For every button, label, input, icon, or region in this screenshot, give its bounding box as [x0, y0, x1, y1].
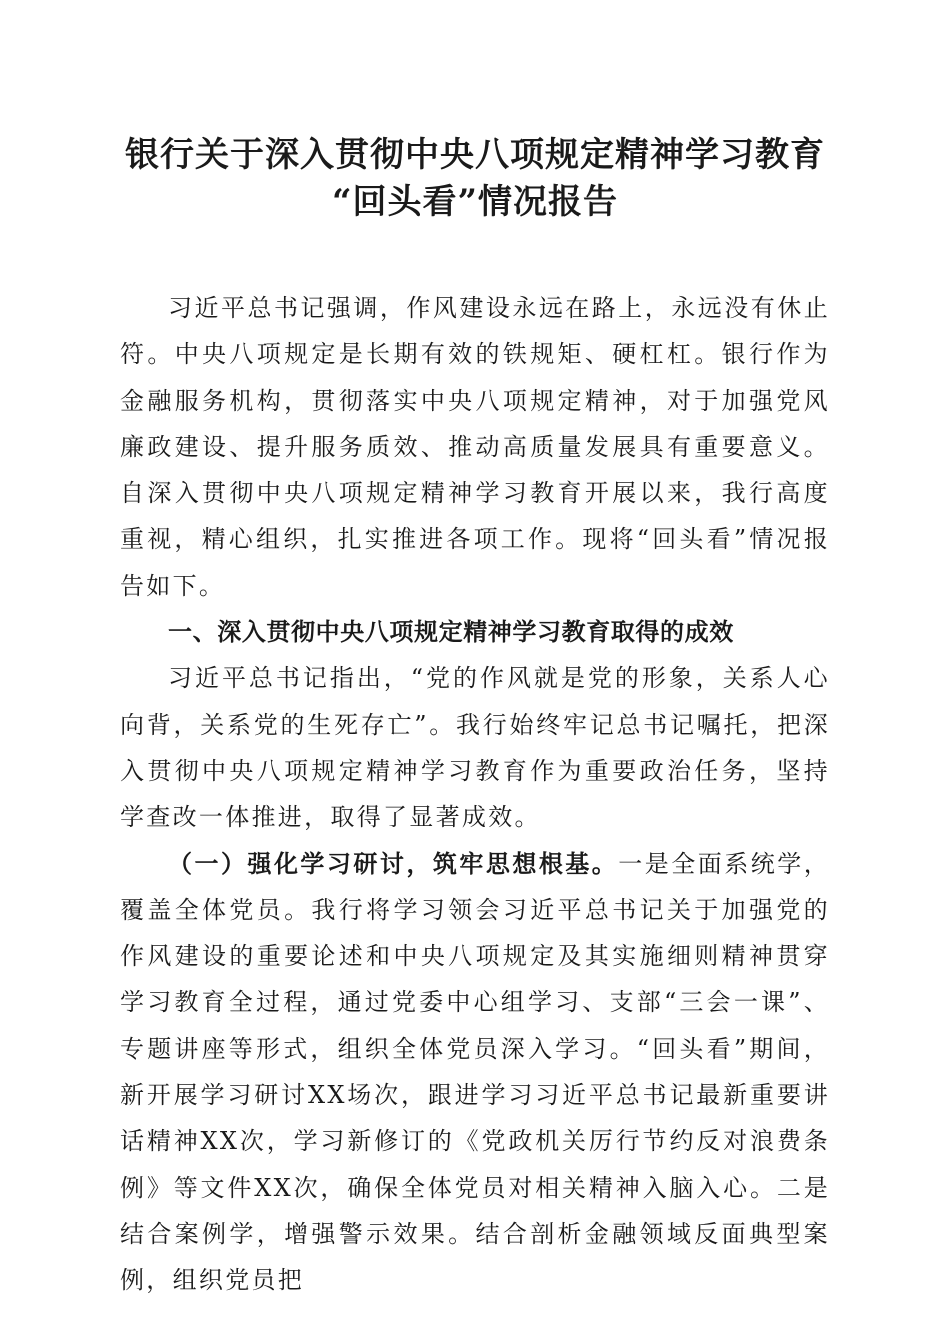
- section-heading-1: 一、深入贯彻中央八项规定精神学习教育取得的成效: [168, 618, 734, 647]
- title-line-1: 银行关于深入贯彻中央八项规定精神学习教育: [125, 135, 825, 175]
- intro-paragraph: 习近平总书记强调，作风建设永远在路上，永远没有休止符。中央八项规定是长期有效的铁规矩、硬杠杠。银行作为金融服务机构，贯彻落实中央八项规定精神，对于加强党风廉政建设、提升服务质效、推动高质量发展具有重要意义。自深入贯彻中央八项规定精神学习教育开展以来，我行高度重视，精心组织，扎实推进各项工作。现将“回头看”情况报告如下。: [120, 294, 830, 600]
- title-line-2: “回头看”情况报告: [331, 182, 619, 222]
- document-title: [120, 132, 830, 226]
- section-1-paragraph: 习近平总书记指出，“党的作风就是党的形象，关系人心向背，关系党的生死存亡”。我行始终牢记总书记嘱托，把深入贯彻中央八项规定精神学习教育作为重要政治任务，坚持学查改一体推进，取得了显著成效。: [120, 664, 830, 832]
- subsection-1-text: 一是全面系统学，覆盖全体党员。我行将学习领会习近平总书记关于加强党的作风建设的重要论述和中央八项规定及其实施细则精神贯穿学习教育全过程，通过党委中心组学习、支部“三会一课”、专题讲座等形式，组织全体党员深入学习。“回头看”期间，新开展学习研讨XX场次，跟进学习习近平总书记最新重要讲话精神XX次，学习新修订的《党政机关厉行节约反对浪费条例》等文件XX次，确保全体党员对相关精神入脑入心。二是结合案例学，增强警示效果。结合剖析金融领域反面典型案例，组织党员把: [120, 849, 830, 1295]
- document-page: [120, 132, 830, 1304]
- subsection-1-paragraph: [120, 841, 830, 1304]
- subsection-heading-1: （一）强化学习研讨，筑牢思想根基。: [168, 848, 619, 878]
- document-body: [120, 285, 830, 1304]
